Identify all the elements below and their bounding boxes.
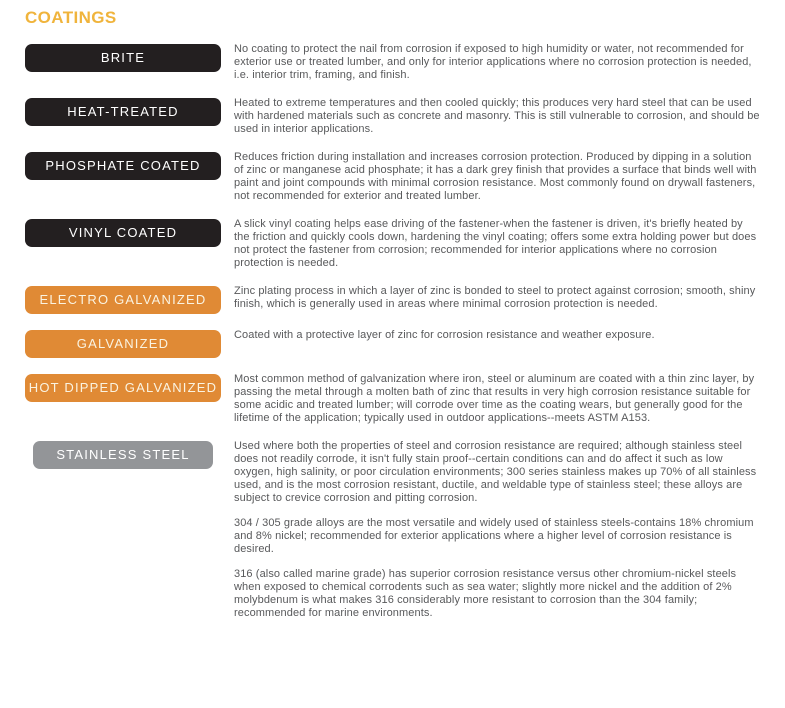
- coatings-list: [25, 43, 775, 620]
- coating-row: [25, 43, 775, 82]
- coating-row: [25, 285, 775, 314]
- description-paragraph: Reduces friction during installation and increases corrosion protection. Produced by dipping in a solution of zinc or manganese acid phosphate; it has a dark grey finish that provides a surface that binds well with paint and joint compounds with minimal corrosion resistance. Most commonly found on drywall fasteners, not recommended for exterior and treated lumber.: [234, 151, 757, 202]
- coating-description: [234, 373, 761, 425]
- coating-badge: HEAT-TREATED: [25, 98, 221, 126]
- badge-column: [25, 151, 221, 180]
- coating-badge: BRITE: [25, 44, 221, 72]
- coating-description: [234, 285, 761, 311]
- coating-row: [25, 97, 775, 136]
- coating-badge: ELECTRO GALVANIZED: [25, 286, 221, 314]
- coating-row: [25, 329, 775, 358]
- coating-badge: PHOSPHATE COATED: [25, 152, 221, 180]
- description-paragraph: Used where both the properties of steel and corrosion resistance are required; although stainless steel does not readily corrode, it isn't fully stain proof--certain conditions can and do affect it such as low oxygen, high salinity, or poor circulation environments; 300 series stainless makes up 70% of all stainless used, and is the most corrosion resistant, ductile, and weldable type of stainless steel; these alloys are subject to crevice corrosion and pitting corrosion.: [234, 440, 757, 504]
- description-paragraph: Heated to extreme temperatures and then cooled quickly; this produces very hard steel that can be used with hardened materials such as concrete and masonry. This is still vulnerable to corrosion, and should be used in interior applications.: [234, 97, 760, 135]
- description-paragraph: 304 / 305 grade alloys are the most versatile and widely used of stainless steels-contains 18% chromium and 8% nickel; recommended for exterior applications where a higher level of corrosion resistance is desired.: [234, 517, 754, 555]
- coating-badge: STAINLESS STEEL: [33, 441, 213, 469]
- page-title: COATINGS: [25, 8, 117, 27]
- description-paragraph: No coating to protect the nail from corrosion if exposed to high humidity or water, not recommended for exterior use or treated lumber, and only for interior applications where no corrosion protection is needed, i.e. interior trim, framing, and finish.: [234, 43, 752, 81]
- coating-row: [25, 218, 775, 270]
- description-paragraph: Coated with a protective layer of zinc for corrosion resistance and weather exposure.: [234, 329, 655, 341]
- coating-description: [234, 43, 761, 82]
- badge-column: [25, 440, 221, 469]
- description-paragraph: Zinc plating process in which a layer of zinc is bonded to steel to protect against corrosion; smooth, shiny finish, which is generally used in areas where minimal corrosion protection is needed.: [234, 285, 756, 310]
- badge-column: [25, 373, 221, 402]
- coating-description: [234, 218, 761, 270]
- coating-description: [234, 440, 761, 620]
- coating-row: [25, 151, 775, 203]
- badge-column: [25, 43, 221, 72]
- coating-description: [234, 97, 761, 136]
- coating-row: [25, 440, 775, 620]
- description-paragraph: 316 (also called marine grade) has superior corrosion resistance versus other chromium-nickel steels when exposed to chemical corrodents such as sea water; slightly more nickel and the addition of 2% molybdenum is what makes 316 considerably more resistant to corrosion than the 304 family; recommended for marine environments.: [234, 568, 737, 619]
- badge-column: [25, 218, 221, 247]
- badge-column: [25, 329, 221, 358]
- coating-row: [25, 373, 775, 425]
- coating-badge: GALVANIZED: [25, 330, 221, 358]
- coating-badge: HOT DIPPED GALVANIZED: [25, 374, 221, 402]
- coating-description: [234, 151, 761, 203]
- badge-column: [25, 285, 221, 314]
- description-paragraph: Most common method of galvanization where iron, steel or aluminum are coated with a thin zinc layer, by passing the metal through a molten bath of zinc that results in very high corrosion resistance suitable for some acidic and treated lumber; will corrode over time as the coating wears, but generally good for the lifetime of the application; typically used in outdoor applications--meets ASTM A153.: [234, 373, 755, 424]
- description-paragraph: A slick vinyl coating helps ease driving of the fastener-when the fastener is driven, it's briefly heated by the friction and quickly cools down, hardening the vinyl coating; offers some extra holding power but does not protect the fastener from corrosion; recommended for interior applications where no corrosion protection is needed.: [234, 218, 757, 269]
- coating-description: [234, 329, 761, 342]
- badge-column: [25, 97, 221, 126]
- coating-badge: VINYL COATED: [25, 219, 221, 247]
